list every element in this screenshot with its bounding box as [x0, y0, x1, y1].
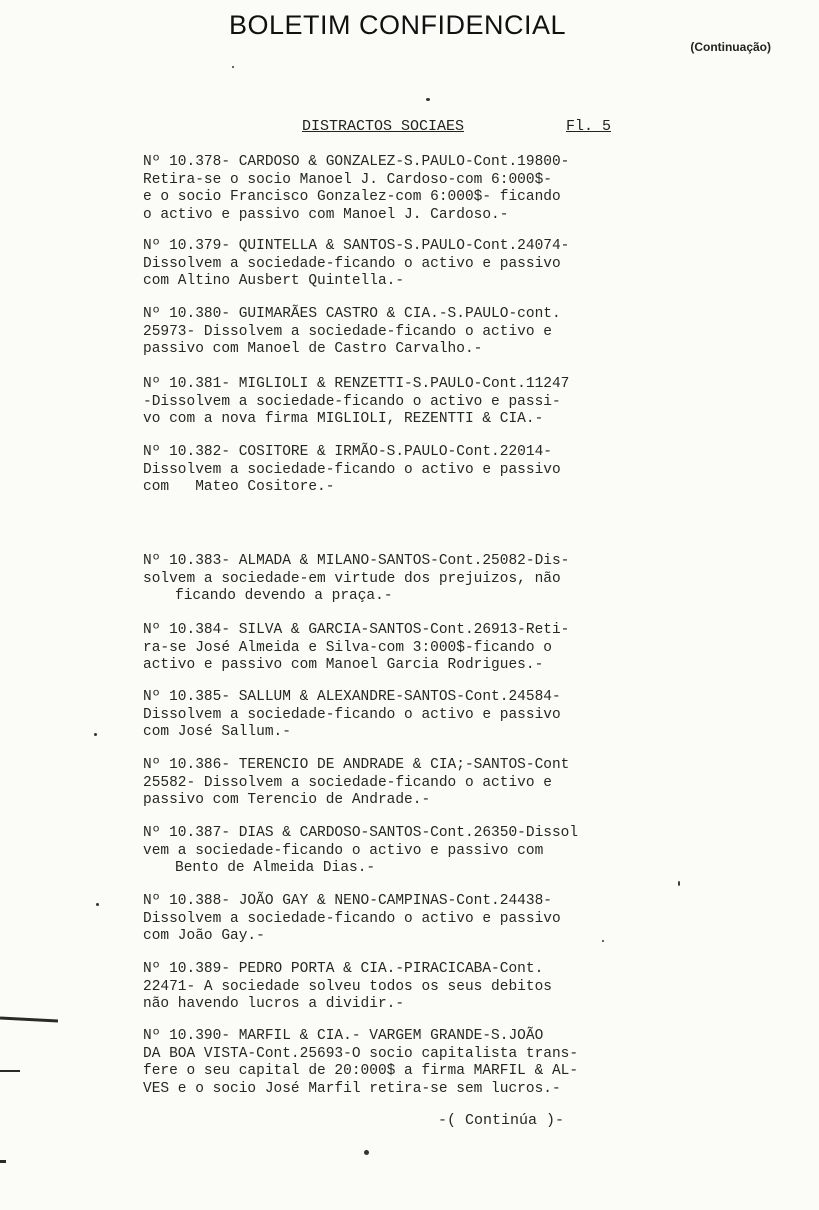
entry-line: Nº 10.382- COSITORE & IRMÃO-S.PAULO-Cont.22014-: [143, 444, 552, 460]
scan-speck: [678, 881, 680, 886]
entry-line: com Altino Ausbert Quintella.-: [143, 273, 405, 289]
entry-line: Dissolvem a sociedade-ficando o activo e passivo: [143, 255, 561, 272]
entry-line: Nº 10.384- SILVA & GARCIA-SANTOS-Cont.26913-Reti-: [143, 622, 570, 638]
bulletin-title: BOLETIM CONFIDENCIAL: [228, 10, 567, 40]
entry-line: Nº 10.378- CARDOSO & GONZALEZ-S.PAULO-Cont.19800-: [143, 154, 570, 170]
entry-10381: [143, 376, 663, 429]
entry-line: vem a sociedade-ficando o activo e passivo com: [143, 842, 544, 859]
entry-line: -Dissolvem a sociedade-ficando o activo e passi-: [143, 393, 561, 410]
entry-line: Nº 10.379- QUINTELLA & SANTOS-S.PAULO-Cont.24074-: [143, 238, 570, 254]
entry-line: Dissolvem a sociedade-ficando o activo e passivo: [143, 461, 561, 478]
entry-line: fere o seu capital de 20:000$ a firma MARFIL & AL-: [143, 1063, 579, 1079]
entry-10388: [143, 893, 663, 946]
entry-line: não havendo lucros a dividir.-: [143, 996, 405, 1012]
scan-edge-mark: [0, 1016, 58, 1022]
entry-10386: [143, 757, 663, 810]
entry-line: Nº 10.380- GUIMARÃES CASTRO & CIA.-S.PAULO-cont.: [143, 306, 561, 322]
scan-speck: [364, 1150, 369, 1155]
entry-line: VES e o socio José Marfil retira-se sem lucros.-: [143, 1080, 561, 1097]
entry-line: DA BOA VISTA-Cont.25693-O socio capitalista trans-: [143, 1045, 579, 1062]
entry-line: Bento de Almeida Dias.-: [175, 860, 376, 876]
entry-10389: [143, 961, 663, 1014]
entry-line: 25973- Dissolvem a sociedade-ficando o activo e: [143, 323, 552, 340]
continues-note: -( Continúa )-: [438, 1112, 565, 1129]
entry-line: com José Sallum.-: [143, 724, 291, 740]
scan-speck: [602, 940, 604, 942]
entry-10378: [143, 154, 663, 224]
entry-line: Dissolvem a sociedade-ficando o activo e passivo: [143, 706, 561, 723]
section-title: DISTRACTOS SOCIAES: [302, 118, 465, 135]
scan-edge-mark: [0, 1160, 6, 1163]
entry-10385: [143, 689, 663, 742]
continuation-note: (Continuação): [690, 40, 771, 54]
entry-line: Nº 10.389- PEDRO PORTA & CIA.-PIRACICABA-Cont.: [143, 961, 544, 977]
entry-line: passivo com Terencio de Andrade.-: [143, 792, 431, 808]
entry-10387: [143, 825, 663, 878]
entry-10382: [143, 444, 663, 497]
scan-edge-mark: [0, 1070, 20, 1072]
entry-line: passivo com Manoel de Castro Carvalho.-: [143, 341, 483, 357]
entry-line: 22471- A sociedade solveu todos os seus debitos: [143, 978, 552, 995]
entry-line: Dissolvem a sociedade-ficando o activo e passivo: [143, 910, 561, 927]
page-label: Fl. 5: [566, 118, 612, 135]
entry-line: o activo e passivo com Manoel J. Cardoso.-: [143, 206, 509, 223]
entry-line: ra-se José Almeida e Silva-com 3:000$-ficando o: [143, 639, 552, 656]
entry-10390: [143, 1028, 663, 1098]
entry-10383: [143, 553, 663, 606]
entry-line: Retira-se o socio Manoel J. Cardoso-com 6:000$-: [143, 171, 552, 188]
scan-speck: [96, 903, 99, 906]
entry-line: Nº 10.388- JOÃO GAY & NENO-CAMPINAS-Cont.24438-: [143, 893, 552, 909]
entry-10380: [143, 306, 663, 359]
entry-10384: [143, 622, 663, 675]
entry-line: solvem a sociedade-em virtude dos prejuizos, não: [143, 570, 561, 587]
entry-line: 25582- Dissolvem a sociedade-ficando o activo e: [143, 774, 552, 791]
entry-line: Nº 10.381- MIGLIOLI & RENZETTI-S.PAULO-Cont.11247: [143, 376, 570, 392]
scan-speck: [426, 98, 430, 101]
entry-line: Nº 10.386- TERENCIO DE ANDRADE & CIA;-SANTOS-Cont: [143, 757, 570, 773]
entry-line: Nº 10.383- ALMADA & MILANO-SANTOS-Cont.25082-Dis-: [143, 553, 570, 569]
entry-line: vo com a nova firma MIGLIOLI, REZENTTI & CIA.-: [143, 411, 544, 427]
entry-line: com Mateo Cositore.-: [143, 479, 335, 495]
entry-line: ficando devendo a praça.-: [175, 588, 393, 604]
entry-line: Nº 10.387- DIAS & CARDOSO-SANTOS-Cont.26350-Dissol: [143, 825, 579, 841]
entry-10379: [143, 238, 663, 291]
entry-line: com João Gay.-: [143, 928, 265, 944]
entry-line: Nº 10.390- MARFIL & CIA.- VARGEM GRANDE-S.JOÃO: [143, 1028, 544, 1044]
scan-speck: [94, 733, 97, 736]
entry-line: Nº 10.385- SALLUM & ALEXANDRE-SANTOS-Cont.24584-: [143, 689, 561, 705]
scan-speck: [232, 66, 234, 68]
entry-line: e o socio Francisco Gonzalez-com 6:000$- ficando: [143, 189, 561, 205]
entry-line: activo e passivo com Manoel Garcia Rodrigues.-: [143, 657, 544, 673]
